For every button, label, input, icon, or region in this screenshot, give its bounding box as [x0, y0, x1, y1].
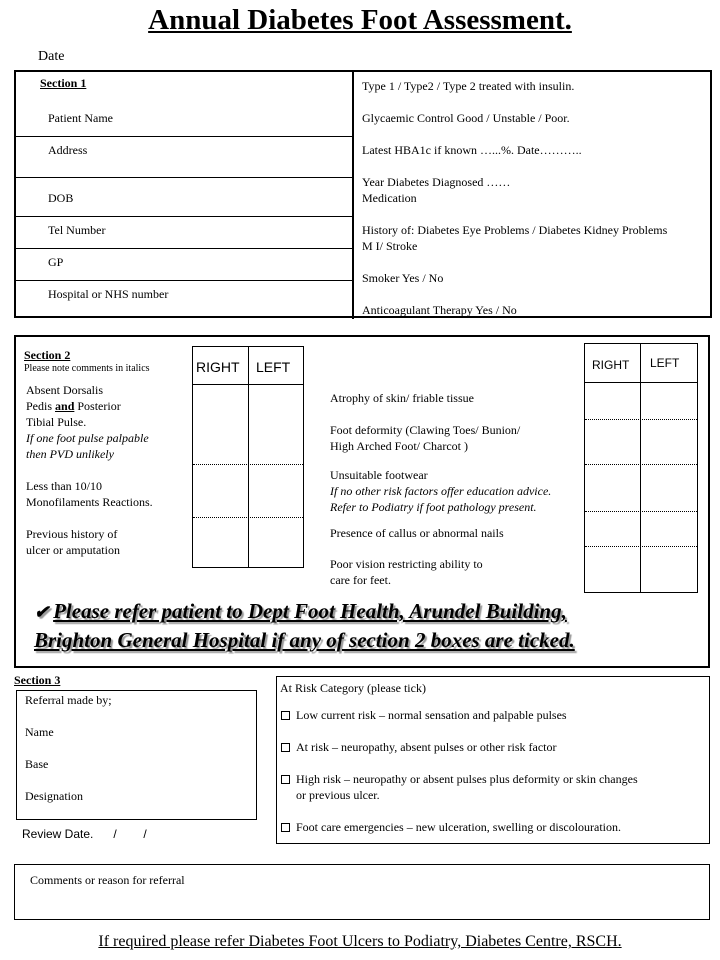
referral-banner-line1 — [34, 597, 567, 626]
monofilament-line2: Monofilaments Reactions. — [26, 495, 153, 509]
grid1-left-label: LEFT — [256, 359, 291, 375]
low-risk-checkbox[interactable] — [281, 711, 290, 720]
referrer-designation-field[interactable]: Designation — [25, 789, 83, 803]
anticoagulant-line: Anticoagulant Therapy Yes / No — [362, 303, 517, 317]
callus-left-checkbox[interactable] — [641, 512, 697, 545]
section2-heading: Section 2 — [24, 348, 71, 362]
grid1-right-label: RIGHT — [196, 359, 240, 375]
high-risk-label: High risk – neuropathy or absent pulses plus deformity or skin changes — [296, 772, 638, 786]
section2-note: Please note comments in italics — [24, 363, 150, 374]
nhs-number-field[interactable]: Hospital or NHS number — [48, 287, 169, 301]
at-risk-checkbox[interactable] — [281, 743, 290, 752]
pulse-right-checkbox[interactable] — [193, 385, 247, 463]
footwear-note-line2: Refer to Podiatry if foot pathology present. — [330, 500, 537, 514]
monofilament-left-checkbox[interactable] — [249, 465, 303, 516]
referral-made-by-field[interactable]: Referral made by; — [25, 693, 112, 707]
dob-field[interactable]: DOB — [48, 191, 74, 205]
deformity-line2: High Arched Foot/ Charcot ) — [330, 439, 468, 453]
referrer-name-field[interactable]: Name — [25, 725, 54, 739]
history-line-2: M I/ Stroke — [362, 239, 418, 253]
review-date-field[interactable]: Review Date. / / — [22, 827, 147, 841]
grid2-left-label: LEFT — [650, 356, 680, 370]
atrophy-right-checkbox[interactable] — [585, 383, 639, 418]
hba1c-line: Latest HBA1c if known …...%. Date……….. — [362, 143, 582, 157]
callus-right-checkbox[interactable] — [585, 512, 639, 545]
footwear-note-line1: If no other risk factors offer education advice. — [330, 484, 552, 498]
smoker-line: Smoker Yes / No — [362, 271, 444, 285]
pulse-note-line1: If one foot pulse palpable — [26, 431, 149, 445]
checkmark-icon: ✔ — [34, 602, 50, 622]
pulse-note-line2: then PVD unlikely — [26, 447, 114, 461]
footwear-left-checkbox[interactable] — [641, 465, 697, 510]
date-label: Date — [38, 49, 65, 64]
high-risk-label-cont: or previous ulcer. — [296, 788, 380, 802]
comments-label: Comments or reason for referral — [30, 873, 185, 887]
history-left-checkbox[interactable] — [249, 518, 303, 567]
page-title: Annual Diabetes Foot Assessment. — [148, 4, 572, 36]
footwear-criterion: Unsuitable footwear — [330, 468, 428, 482]
at-risk-option[interactable] — [281, 739, 557, 755]
referral-banner-line2: Brighton General Hospital if any of section 2 boxes are ticked. — [34, 628, 575, 652]
patient-name-field[interactable]: Patient Name — [48, 111, 113, 125]
low-risk-label: Low current risk – normal sensation and palpable pulses — [296, 708, 567, 722]
monofilament-right-checkbox[interactable] — [193, 465, 247, 516]
ulcer-history-line2: ulcer or amputation — [26, 543, 120, 557]
high-risk-checkbox[interactable] — [281, 775, 290, 784]
vision-line2: care for feet. — [330, 573, 391, 587]
footwear-right-checkbox[interactable] — [585, 465, 639, 510]
monofilament-line1: Less than 10/10 — [26, 479, 102, 493]
section1-heading: Section 1 — [40, 76, 87, 90]
tel-number-field[interactable]: Tel Number — [48, 223, 106, 237]
vision-right-checkbox[interactable] — [585, 547, 639, 592]
banner-text-1: Please refer patient to Dept Foot Health, Arundel Building, — [53, 599, 567, 623]
emergency-option[interactable] — [281, 819, 621, 835]
footer-note: If required please refer Diabetes Foot Ulcers to Podiatry, Diabetes Centre, RSCH. — [98, 933, 622, 950]
atrophy-criterion: Atrophy of skin/ friable tissue — [330, 391, 474, 405]
risk-heading: At Risk Category (please tick) — [280, 681, 426, 695]
deformity-left-checkbox[interactable] — [641, 420, 697, 463]
section1-divider — [352, 71, 354, 319]
atrophy-left-checkbox[interactable] — [641, 383, 697, 418]
pulse-criterion-line2 — [26, 398, 121, 414]
deformity-right-checkbox[interactable] — [585, 420, 639, 463]
pulse-left-checkbox[interactable] — [249, 385, 303, 463]
vision-line1: Poor vision restricting ability to — [330, 557, 483, 571]
callus-criterion: Presence of callus or abnormal nails — [330, 526, 504, 540]
gp-field[interactable]: GP — [48, 255, 64, 269]
high-risk-option[interactable] — [281, 771, 638, 787]
history-line: History of: Diabetes Eye Problems / Diabetes Kidney Problems — [362, 223, 668, 237]
pulse-criterion-line3: Tibial Pulse. — [26, 415, 87, 429]
pulse-line2-start: Pedis — [26, 399, 56, 413]
medication-line: Medication — [362, 191, 417, 205]
emergency-label: Foot care emergencies – new ulceration, swelling or discolouration. — [296, 820, 622, 834]
pulse-and-emphasis: and — [55, 399, 75, 413]
ulcer-history-line1: Previous history of — [26, 527, 118, 541]
glycaemic-control-line: Glycaemic Control Good / Unstable / Poor. — [362, 111, 570, 125]
pulse-line2-end: Posterior — [74, 399, 121, 413]
pulse-criterion-line1: Absent Dorsalis — [26, 383, 103, 397]
emergency-checkbox[interactable] — [281, 823, 290, 832]
year-diagnosed-line: Year Diabetes Diagnosed …… — [362, 175, 511, 189]
at-risk-label: At risk – neuropathy, absent pulses or other risk factor — [296, 740, 557, 754]
low-risk-option[interactable] — [281, 707, 567, 723]
diabetes-type-line: Type 1 / Type2 / Type 2 treated with insulin. — [362, 79, 575, 93]
history-right-checkbox[interactable] — [193, 518, 247, 567]
grid2-right-label: RIGHT — [592, 358, 630, 372]
vision-left-checkbox[interactable] — [641, 547, 697, 592]
address-field[interactable]: Address — [48, 143, 88, 157]
referrer-base-field[interactable]: Base — [25, 757, 49, 771]
deformity-line1: Foot deformity (Clawing Toes/ Bunion/ — [330, 423, 521, 437]
section3-heading: Section 3 — [14, 673, 61, 687]
